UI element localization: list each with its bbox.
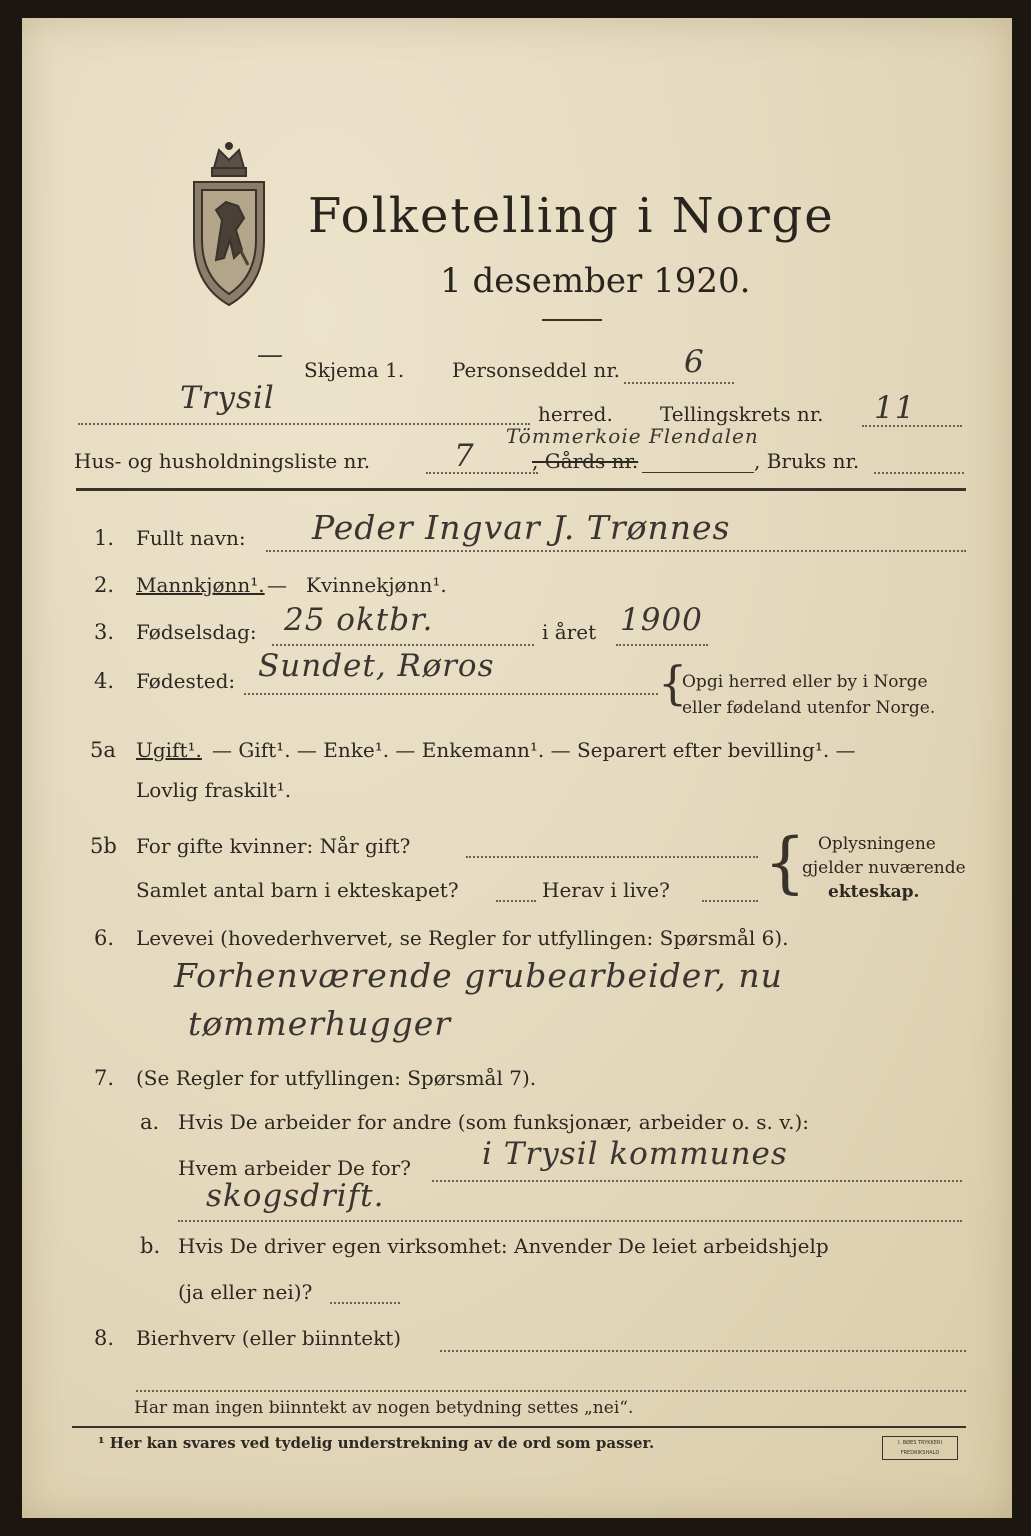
q4-brace: { bbox=[658, 656, 688, 710]
footer-divider bbox=[72, 1426, 966, 1428]
q3-year-label: i året bbox=[542, 620, 597, 644]
tellingskrets-value: 11 bbox=[874, 390, 916, 426]
q7b-line2: (ja eller nei)? bbox=[178, 1280, 313, 1304]
q8-label: Bierhverv (eller biinntekt) bbox=[136, 1326, 402, 1350]
q1-value: Peder Ingvar J. Trønnes bbox=[312, 508, 731, 547]
q5b-label: For gifte kvinner: Når gift? bbox=[136, 834, 411, 858]
q5b-note-line3: ekteskap. bbox=[828, 882, 920, 902]
q7a-line1 bbox=[432, 1180, 962, 1182]
q6-number: 6. bbox=[94, 926, 115, 950]
gards-line bbox=[642, 472, 754, 473]
skjema-label: Skjema 1. bbox=[304, 358, 405, 382]
q7-number: 7. bbox=[94, 1066, 115, 1090]
norway-coat-of-arms-icon bbox=[186, 140, 272, 310]
printer-stamp: I. BØES TRYKKERI FREDRIKSHALD bbox=[882, 1436, 958, 1460]
q5b-number: 5b bbox=[90, 834, 117, 858]
q4-note-line2: eller fødeland utenfor Norge. bbox=[682, 698, 936, 718]
hus-line bbox=[426, 472, 538, 474]
q4-line bbox=[244, 693, 658, 695]
q3-year-value: 1900 bbox=[620, 602, 703, 638]
tellingskrets-label: Tellingskrets nr. bbox=[660, 402, 824, 426]
q5b-note-line2: gjelder nuværende bbox=[802, 858, 966, 878]
q3-year-line bbox=[616, 644, 708, 646]
place-value: Tömmerkoie Flendalen bbox=[506, 424, 759, 448]
q7a-value-line2: skogsdrift. bbox=[206, 1178, 385, 1214]
q6-value-line2: tømmerhugger bbox=[188, 1004, 452, 1043]
q7a-line2 bbox=[178, 1220, 962, 1222]
title-divider bbox=[542, 319, 602, 321]
q3-number: 3. bbox=[94, 620, 115, 644]
q3-line bbox=[272, 644, 534, 646]
q5b-barn-line bbox=[496, 900, 536, 902]
skjema-tick-mark: — bbox=[257, 340, 284, 370]
q8-line2 bbox=[136, 1390, 966, 1392]
q4-value: Sundet, Røros bbox=[258, 648, 495, 684]
herred-label: herred. bbox=[538, 402, 613, 426]
personseddel-label: Personseddel nr. bbox=[452, 358, 621, 382]
gards-label: , Gårds nr. bbox=[532, 449, 639, 473]
hus-value: 7 bbox=[454, 438, 475, 474]
census-date: 1 desember 1920. bbox=[440, 261, 751, 301]
q7a-value-line1: i Trysil kommunes bbox=[482, 1136, 788, 1172]
q5b-live-line bbox=[702, 900, 758, 902]
q1-number: 1. bbox=[94, 526, 115, 550]
herred-line bbox=[78, 423, 530, 425]
q7a-hvem-label: Hvem arbeider De for? bbox=[178, 1156, 411, 1180]
q3-value: 25 oktbr. bbox=[284, 602, 434, 638]
q3-label: Fødselsdag: bbox=[136, 620, 257, 644]
herred-value: Trysil bbox=[180, 380, 275, 416]
q2-separator: — bbox=[267, 573, 287, 597]
census-form-sheet bbox=[22, 18, 1012, 1518]
q7b-number: b. bbox=[140, 1234, 161, 1258]
q2-male: Mannkjønn¹. bbox=[136, 573, 265, 597]
footnote: ¹ Her kan svares ved tydelig understrekning av de ord som passer. bbox=[98, 1434, 655, 1452]
q7b-label: Hvis De driver egen virksomhet: Anvender De leiet arbeidshjelp bbox=[178, 1234, 829, 1258]
bruks-label: , Bruks nr. bbox=[754, 449, 860, 473]
q5b-brace: { bbox=[764, 824, 806, 901]
q5a-ugift: Ugift¹. bbox=[136, 738, 202, 762]
q8-number: 8. bbox=[94, 1326, 115, 1350]
q7a-label: Hvis De arbeider for andre (som funksjonær, arbeider o. s. v.): bbox=[178, 1110, 810, 1134]
q5a-number: 5a bbox=[90, 738, 116, 762]
q4-number: 4. bbox=[94, 669, 115, 693]
q5b-live-label: Herav i live? bbox=[542, 878, 670, 902]
q1-line bbox=[266, 550, 966, 552]
q5b-note-line1: Oplysningene bbox=[818, 834, 936, 854]
personseddel-line bbox=[624, 382, 734, 384]
personseddel-value: 6 bbox=[684, 344, 705, 380]
q7a-number: a. bbox=[140, 1110, 160, 1134]
hus-label: Hus- og husholdningsliste nr. bbox=[74, 449, 371, 473]
q5a-line2: Lovlig fraskilt¹. bbox=[136, 778, 292, 802]
q2-number: 2. bbox=[94, 573, 115, 597]
bruks-line bbox=[874, 472, 964, 474]
q5a-options: — Gift¹. — Enke¹. — Enkemann¹. — Separert efter bevilling¹. — bbox=[212, 738, 856, 762]
q7-label: (Se Regler for utfyllingen: Spørsmål 7). bbox=[136, 1066, 537, 1090]
section-divider bbox=[76, 488, 966, 491]
q6-value-line1: Forhenværende grubearbeider, nu bbox=[174, 956, 783, 995]
q4-note-line1: Opgi herred eller by i Norge bbox=[682, 672, 928, 692]
q2-female: Kvinnekjønn¹. bbox=[306, 573, 447, 597]
q5b-gift-line bbox=[466, 856, 758, 858]
q5b-barn-label: Samlet antal barn i ekteskapet? bbox=[136, 878, 459, 902]
q7b-answer-line bbox=[330, 1302, 400, 1304]
q8-note: Har man ingen biinntekt av nogen betydning settes „nei“. bbox=[134, 1398, 634, 1418]
q6-label: Levevei (hovederhvervet, se Regler for utfyllingen: Spørsmål 6). bbox=[136, 926, 789, 950]
form-title: Folketelling i Norge bbox=[308, 188, 835, 244]
q8-line1 bbox=[440, 1350, 966, 1352]
q4-label: Fødested: bbox=[136, 669, 236, 693]
q1-label: Fullt navn: bbox=[136, 526, 246, 550]
